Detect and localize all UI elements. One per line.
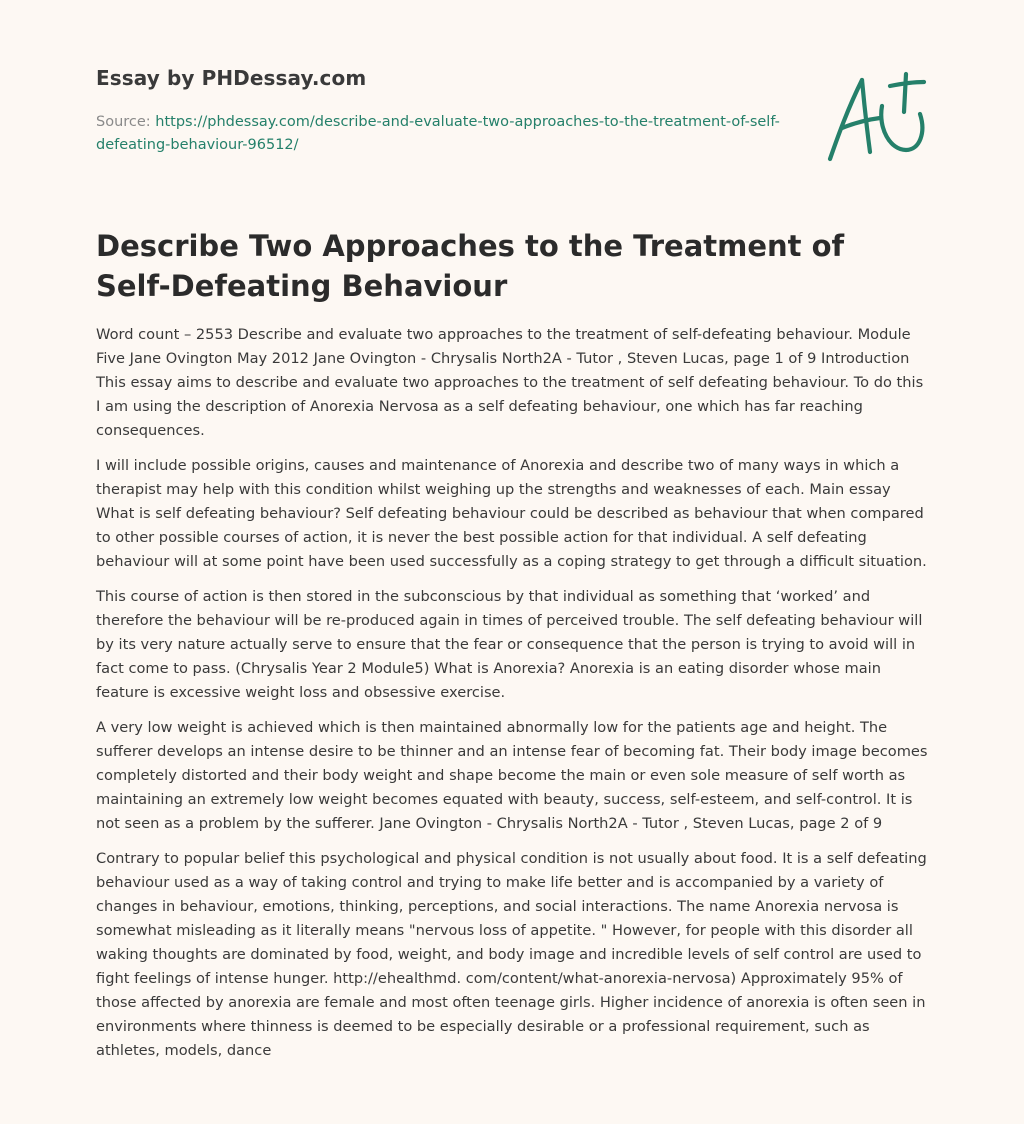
paragraph: A very low weight is achieved which is then maintained abnormally low for the patients age and height. The sufferer develops an intense desire to be thinner and an intense fear of becoming fat. Their body image becomes completely distorted and their body weight and shape become the main or even sole measure of self worth as maintaining an extremely low weight becomes equated with beauty, success, self-esteem, and self-control. It is not seen as a problem by the sufferer. Jane Ovington - Chrysalis North2A - Tutor , Steven Lucas, page 2 of 9 [96, 719, 928, 832]
a-plus-logo-icon [820, 66, 930, 166]
site-brand: Essay by PHDessay.com [96, 66, 367, 90]
paragraph: I will include possible origins, causes and maintenance of Anorexia and describe two of many ways in which a therapist may help with this condition whilst weighing up the strengths and weaknesses of each. Main essay What is self defeating behaviour? Self defeating behaviour could be described as behaviour that when compared to other possible courses of action, it is never the best possible action for that individual. A self defeating behaviour will at some point have been used successfully as a coping strategy to get through a difficult situation. [96, 457, 927, 570]
source-line [96, 111, 796, 157]
source-link[interactable]: https://phdessay.com/describe-and-evaluate-two-approaches-to-the-treatment-of-self-defeating-behaviour-96512/ [96, 114, 780, 153]
essay-body [96, 323, 931, 1074]
paragraph: Word count – 2553 Describe and evaluate two approaches to the treatment of self-defeating behaviour. Module Five Jane Ovington May 2012 Jane Ovington - Chrysalis North2A - Tutor , Steven Lucas, page 1 of 9 Introduction This essay aims to describe and evaluate two approaches to the treatment of self defeating behaviour. To do this I am using the description of Anorexia Nervosa as a self defeating behaviour, one which has far reaching consequences. [96, 326, 924, 439]
paragraph: Contrary to popular belief this psychological and physical condition is not usually about food. It is a self defeating behaviour used as a way of taking control and trying to make life better and is accompanied by a variety of changes in behaviour, emotions, thinking, perceptions, and social interactions. The name Anorexia nervosa is somewhat misleading as it literally means "nervous loss of appetite. " However, for people with this disorder all waking thoughts are dominated by food, weight, and body image and incredible levels of self control are used to fight feelings of intense hunger. http://ehealthmd. com/content/what-anorexia-nervosa) Approximately 95% of those affected by anorexia are female and most often teenage girls. Higher incidence of anorexia is often seen in environments where thinness is deemed to be especially desirable or a professional requirement, such as athletes, models, dance [96, 850, 927, 1059]
essay-title: Describe Two Approaches to the Treatment of Self-Defeating Behaviour [96, 229, 845, 303]
source-label: Source: [96, 114, 156, 130]
paragraph: This course of action is then stored in the subconscious by that individual as something that ‘worked’ and therefore the behaviour will be re-produced again in times of perceived trouble. The self defeating behaviour will by its very nature actually serve to ensure that the fear or consequence that the person is trying to avoid will in fact come to pass. (Chrysalis Year 2 Module5) What is Anorexia? Anorexia is an eating disorder whose main feature is excessive weight loss and obsessive exercise. [96, 588, 923, 701]
